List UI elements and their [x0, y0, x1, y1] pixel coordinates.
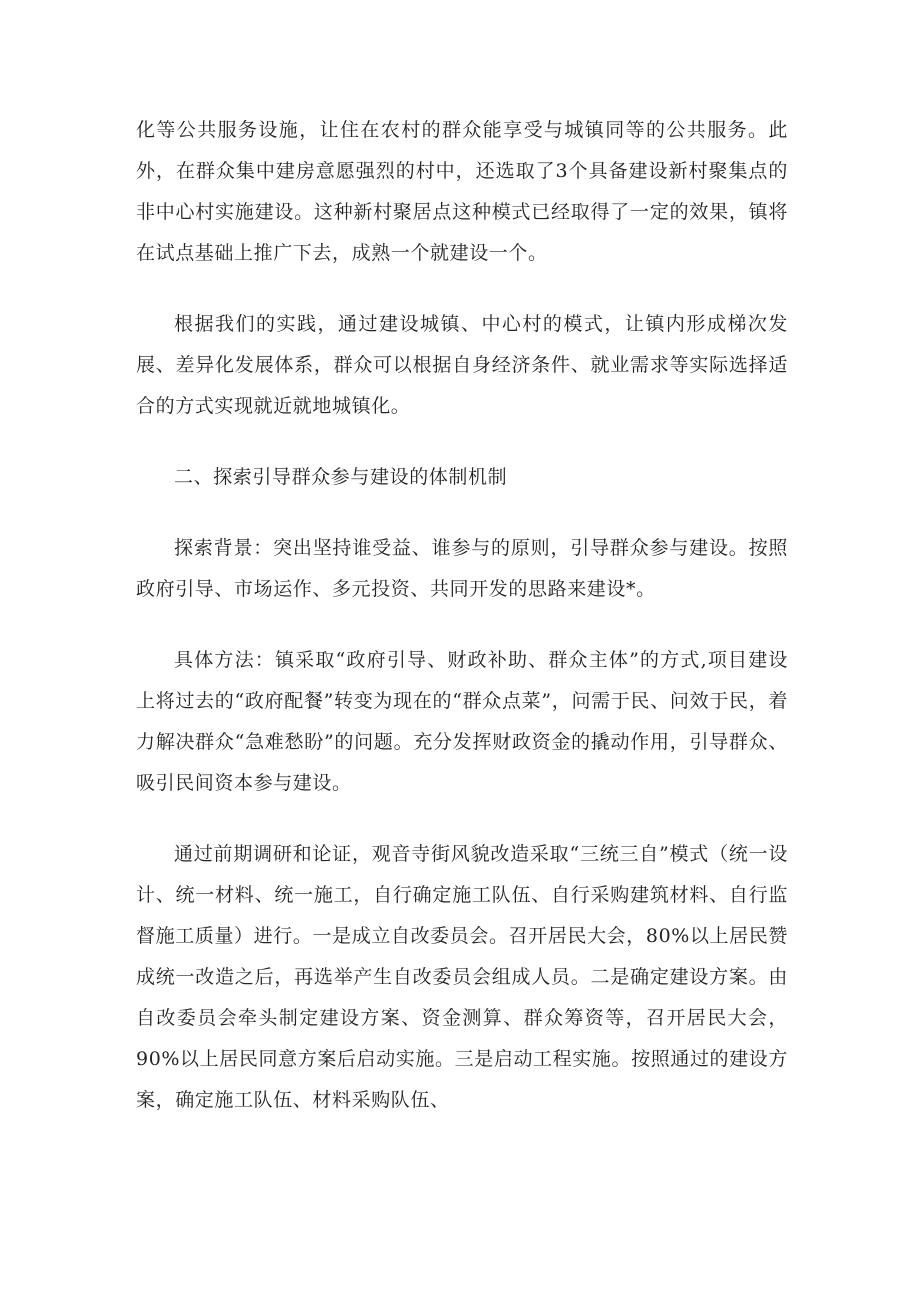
paragraph-renovation-model: 通过前期调研和论证，观音寺街风貌改造采取“三统三自”模式（统一设计、统一材料、统一施工，自行确定施工队伍、自行采购建筑材料、自行监督施工质量）进行。一是成立自改委员会。召开居民大会，80%以上居民赞成统一改造之后，再选举产生自改委员会组成人员。二是确定建设方案。由自改委员会牵头制定建设方案、资金测算、群众筹资等，召开居民大会，90%以上居民同意方案后启动实施。三是启动工程实施。按照通过的建设方案，确定施工队伍、材料采购队伍、 — [136, 843, 788, 1111]
document-page — [136, 110, 788, 1151]
paragraph-background: 探索背景：突出坚持谁受益、谁参与的原则，引导群众参与建设。按照政府引导、市场运作、多元投资、共同开发的思路来建设*。 — [136, 537, 788, 600]
section-heading: 二、探索引导群众参与建设的体制机制 — [174, 466, 508, 488]
paragraph-practice-summary: 根据我们的实践，通过建设城镇、中心村的模式，让镇内形成梯次发展、差异化发展体系，群众可以根据自身经济条件、就业需求等实际选择适合的方式实现就近就地城镇化。 — [136, 313, 788, 417]
paragraph-continuation: 化等公共服务设施，让住在农村的群众能享受与城镇同等的公共服务。此外，在群众集中建房意愿强烈的村中，还选取了3个具备建设新村聚集点的非中心村实施建设。这种新村聚居点这种模式已经取得了一定的效果，镇将在试点基础上推广下去，成熟一个就建设一个。 — [136, 119, 788, 264]
paragraph-method: 具体方法：镇采取“政府引导、财政补助、群众主体”的方式,项目建设上将过去的“政府配餐”转变为现在的“群众点菜”，问需于民、问效于民，着力解决群众“急难愁盼”的问题。充分发挥财政资金的撬动作用，引导群众、吸引民间资本参与建设。 — [136, 649, 788, 794]
